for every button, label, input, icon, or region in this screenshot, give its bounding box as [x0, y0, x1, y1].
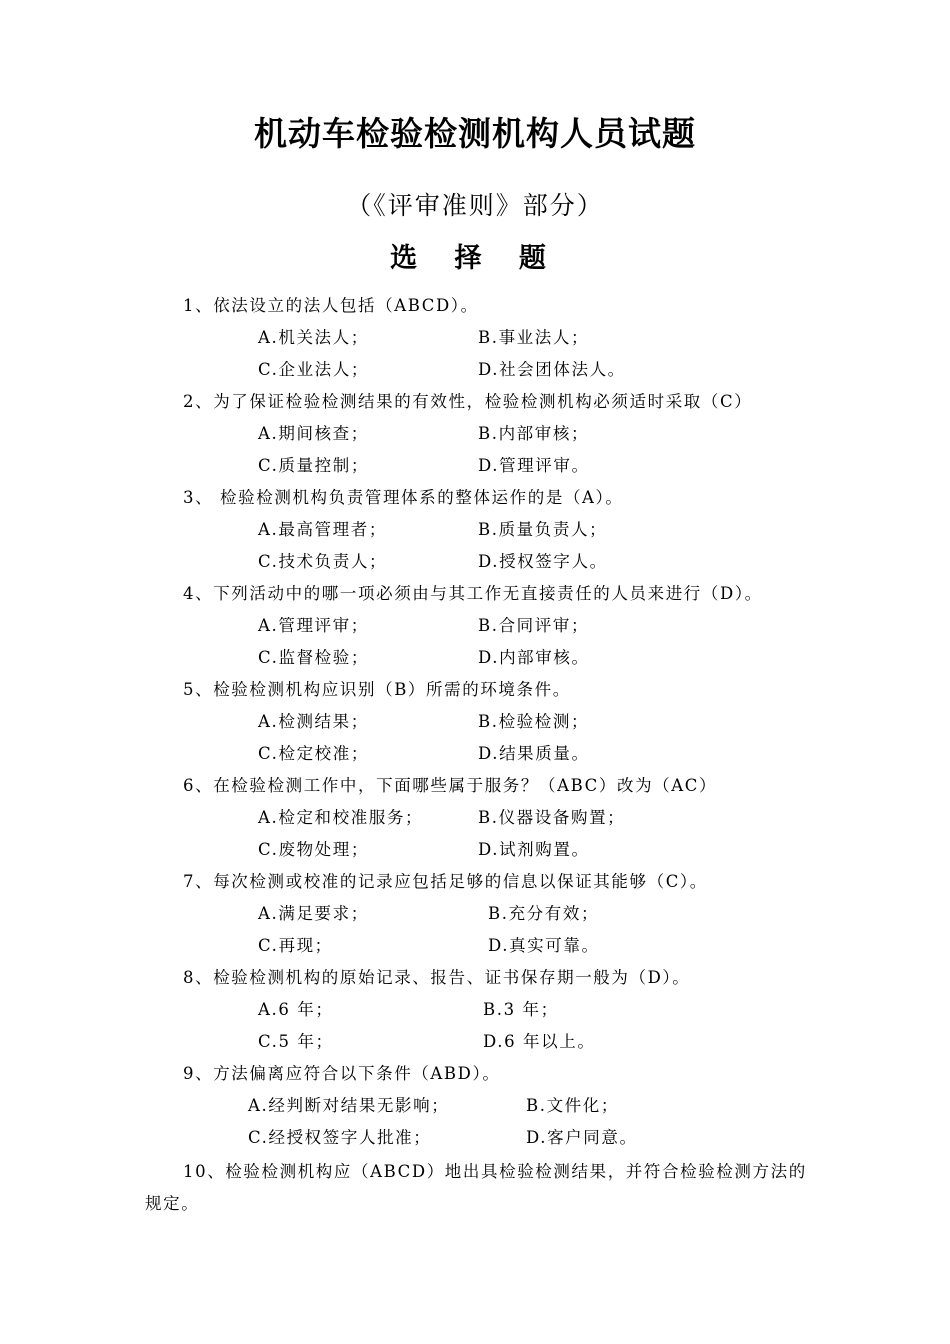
option-b: B.事业法人； [478, 328, 590, 347]
option-a: A.最高管理者； [258, 520, 387, 539]
option-d: D.6 年以上。 [483, 1032, 596, 1051]
option-c: C.监督检验； [258, 648, 369, 667]
option-c: C.质量控制； [258, 456, 369, 475]
option-a: A.检测结果； [258, 712, 369, 731]
option-d: D.内部审核。 [478, 648, 590, 667]
question-stem: 9、方法偏离应符合以下条件（ABD）。 [183, 1064, 501, 1083]
option-d: D.客户同意。 [526, 1128, 638, 1147]
option-c: C.技术负责人； [258, 552, 388, 571]
option-d: D.试剂购置。 [478, 840, 590, 859]
option-d: D.社会团体法人。 [478, 360, 626, 379]
option-d: D.结果质量。 [478, 744, 590, 763]
option-c: C.废物处理； [258, 840, 369, 859]
question-stem: 5、检验检测机构应识别（B）所需的环境条件。 [183, 680, 571, 699]
option-d: D.真实可靠。 [488, 936, 600, 955]
option-b: B.3 年； [483, 1000, 559, 1019]
option-b: B.质量负责人； [478, 520, 608, 539]
document-subtitle: （《评审准则》部分） [346, 191, 604, 220]
option-c: C.再现； [258, 936, 333, 955]
question-stem: 8、检验检测机构的原始记录、报告、证书保存期一般为（D）。 [183, 968, 691, 987]
option-b: B.合同评审； [478, 616, 590, 635]
option-c: C.检定校准； [258, 744, 369, 763]
option-b: B.文件化； [526, 1096, 619, 1115]
document-title: 机动车检验检测机构人员试题 [254, 114, 696, 153]
option-b: B.仪器设备购置； [478, 808, 626, 827]
option-b: B.内部审核； [478, 424, 590, 443]
question-stem: 7、每次检测或校准的记录应包括足够的信息以保证其能够（C）。 [183, 872, 708, 891]
question-stem: 2、为了保证检验检测结果的有效性，检验检测机构必须适时采取（C） [183, 392, 753, 411]
question-stem: 3、 检验检测机构负责管理体系的整体运作的是（A）。 [183, 488, 624, 507]
option-c: C.5 年； [258, 1032, 334, 1051]
option-a: A.检定和校准服务； [258, 808, 424, 827]
option-a: A.机关法人； [258, 328, 369, 347]
option-a: A.经判断对结果无影响； [248, 1096, 450, 1115]
option-c: C.经授权签字人批准； [248, 1128, 432, 1147]
option-d: D.授权签字人。 [478, 552, 608, 571]
question-stem: 6、在检验检测工作中，下面哪些属于服务？（ABC）改为（AC） [183, 776, 718, 795]
option-d: D.管理评审。 [478, 456, 590, 475]
question-stem-10: 10、检验检测机构应（ABCD）地出具检验检测结果，并符合检验检测方法的规定。 [145, 1162, 807, 1213]
option-a: A.6 年； [258, 1000, 334, 1019]
option-b: B.检验检测； [478, 712, 590, 731]
option-b: B.充分有效； [488, 904, 600, 923]
option-a: A.满足要求； [258, 904, 369, 923]
question-stem: 4、下列活动中的哪一项必须由与其工作无直接责任的人员来进行（D）。 [183, 584, 763, 603]
section-heading: 选 择 题 [390, 243, 560, 274]
option-a: A.管理评审； [258, 616, 369, 635]
question-stem: 1、依法设立的法人包括（ABCD）。 [183, 296, 479, 315]
option-c: C.企业法人； [258, 360, 369, 379]
option-a: A.期间核查； [258, 424, 369, 443]
